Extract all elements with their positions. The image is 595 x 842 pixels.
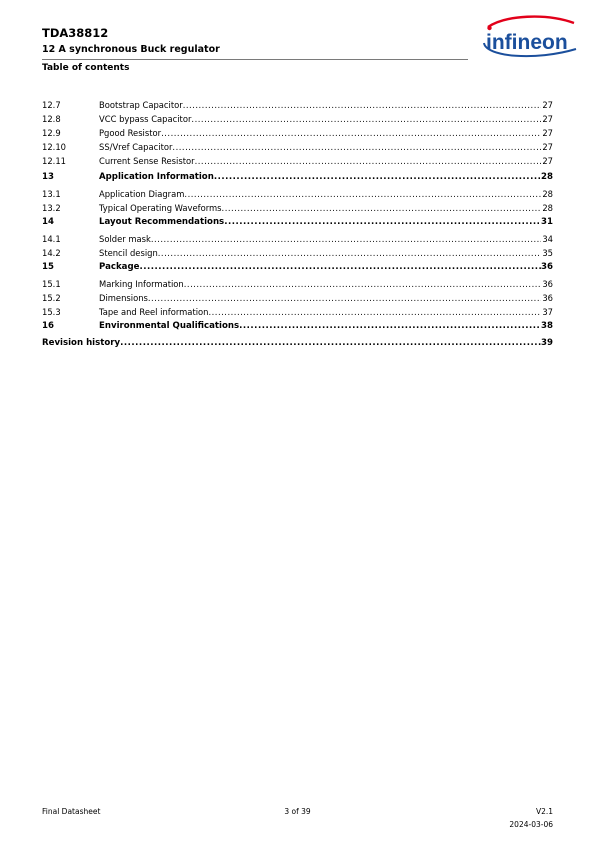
toc-number: 13.2 xyxy=(42,203,61,213)
header-divider xyxy=(42,59,468,60)
toc-entry[interactable] xyxy=(42,279,553,293)
toc-leader xyxy=(161,128,541,139)
toc-page: 28 xyxy=(542,203,553,213)
toc-chapter[interactable] xyxy=(42,262,553,279)
toc-entry[interactable] xyxy=(42,234,553,248)
toc-leader xyxy=(222,203,541,214)
toc-title: Application Diagram xyxy=(99,189,185,199)
toc-number: 12.7 xyxy=(42,100,61,110)
toc-page: 35 xyxy=(542,248,553,258)
toc-title: Bootstrap Capacitor xyxy=(99,100,183,110)
toc-number: 15.3 xyxy=(42,307,61,317)
toc-leader xyxy=(195,156,541,167)
toc-title: Application Information xyxy=(99,172,214,182)
toc-leader xyxy=(184,189,541,200)
toc-leader xyxy=(172,142,541,153)
toc-title: Layout Recommendations xyxy=(99,217,225,227)
toc-page: 39 xyxy=(541,338,553,348)
toc-number: 15.1 xyxy=(42,279,61,289)
toc-entry[interactable] xyxy=(42,293,553,307)
toc-number: 14 xyxy=(42,217,54,227)
toc-leader xyxy=(214,172,541,183)
toc-entry[interactable] xyxy=(42,100,553,114)
toc-title: Pgood Resistor xyxy=(99,128,162,138)
toc-leader xyxy=(224,217,541,228)
toc-title: Environmental Qualifications xyxy=(99,321,240,331)
toc-title: Typical Operating Waveforms xyxy=(99,203,222,213)
section-title: Table of contents xyxy=(42,63,130,73)
toc-title: Current Sense Resistor xyxy=(99,156,195,166)
toc-page: 27 xyxy=(542,114,553,124)
toc-chapter[interactable] xyxy=(42,321,553,338)
toc-page: 27 xyxy=(542,100,553,110)
toc-title: Revision history xyxy=(42,338,121,348)
toc-entry[interactable] xyxy=(42,248,553,262)
page-number: 3 of 39 xyxy=(284,807,311,816)
page-header xyxy=(42,26,468,73)
toc-number: 14.1 xyxy=(42,234,61,244)
table-of-contents xyxy=(42,100,553,355)
toc-number: 16 xyxy=(42,321,54,331)
infineon-logo-graphic xyxy=(476,13,586,63)
logo-wordmark: infineon xyxy=(486,31,568,54)
toc-chapter[interactable] xyxy=(42,217,553,234)
toc-title: Stencil design xyxy=(99,248,158,258)
document-version: V2.1 xyxy=(535,807,553,816)
toc-leader xyxy=(191,114,541,125)
toc-page: 28 xyxy=(541,172,553,182)
document-date: 2024-03-06 xyxy=(509,820,553,829)
toc-leader xyxy=(158,248,541,259)
document-subtitle: 12 A synchronous Buck regulator xyxy=(42,44,220,55)
toc-leader xyxy=(120,338,541,349)
toc-number: 12.9 xyxy=(42,128,61,138)
toc-entry[interactable] xyxy=(42,189,553,203)
toc-title: Marking Information xyxy=(99,279,184,289)
toc-page: 27 xyxy=(542,142,553,152)
toc-entry[interactable] xyxy=(42,114,553,128)
toc-leader xyxy=(184,279,541,290)
toc-leader xyxy=(151,234,541,245)
toc-page: 36 xyxy=(542,293,553,303)
toc-title: Package xyxy=(99,262,140,272)
toc-page: 34 xyxy=(542,234,553,244)
toc-leader xyxy=(208,307,541,318)
toc-leader xyxy=(183,100,541,111)
toc-revision-history[interactable] xyxy=(42,338,553,355)
toc-title: Dimensions xyxy=(99,293,148,303)
toc-page: 36 xyxy=(541,262,553,272)
toc-page: 27 xyxy=(542,128,553,138)
toc-page: 36 xyxy=(542,279,553,289)
toc-number: 12.11 xyxy=(42,156,66,166)
toc-entry[interactable] xyxy=(42,128,553,142)
toc-leader xyxy=(148,293,541,304)
toc-number: 15 xyxy=(42,262,54,272)
toc-title: SS/Vref Capacitor xyxy=(99,142,173,152)
toc-entry[interactable] xyxy=(42,142,553,156)
document-title: TDA38812 xyxy=(42,26,109,40)
toc-number: 12.8 xyxy=(42,114,61,124)
document-status: Final Datasheet xyxy=(42,807,101,816)
toc-chapter[interactable] xyxy=(42,172,553,189)
toc-entry[interactable] xyxy=(42,156,553,170)
toc-page: 28 xyxy=(542,189,553,199)
toc-number: 12.10 xyxy=(42,142,66,152)
toc-leader xyxy=(139,262,541,273)
toc-number: 15.2 xyxy=(42,293,61,303)
infineon-logo xyxy=(476,13,586,63)
toc-page: 31 xyxy=(541,217,553,227)
toc-number: 13.1 xyxy=(42,189,61,199)
toc-number: 14.2 xyxy=(42,248,61,258)
toc-title: Solder mask xyxy=(99,234,151,244)
toc-title: Tape and Reel information xyxy=(99,307,209,317)
toc-page: 27 xyxy=(542,156,553,166)
toc-number: 13 xyxy=(42,172,54,182)
toc-page: 37 xyxy=(542,307,553,317)
toc-leader xyxy=(239,321,541,332)
toc-page: 38 xyxy=(541,321,553,331)
toc-title: VCC bypass Capacitor xyxy=(99,114,192,124)
toc-entry[interactable] xyxy=(42,203,553,217)
toc-entry[interactable] xyxy=(42,307,553,321)
